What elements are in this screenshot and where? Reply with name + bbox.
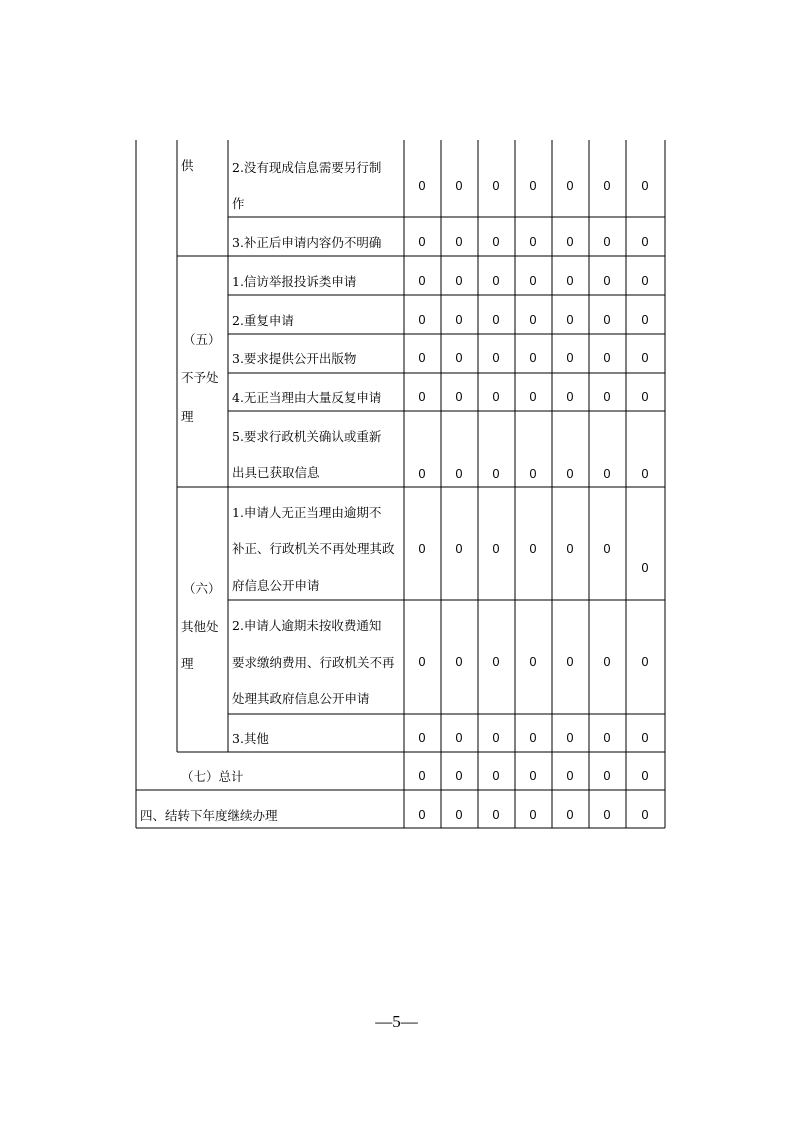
- table-value-cell: 0: [641, 731, 649, 745]
- table-value-cell: 0: [418, 731, 426, 745]
- table-value-cell: 0: [529, 542, 537, 556]
- table-value-cell: 0: [603, 467, 611, 481]
- table-value-cell: 0: [455, 235, 463, 249]
- table-value-cell: 0: [566, 390, 574, 404]
- table-value-cell: 0: [455, 179, 463, 193]
- table-value-cell: 0: [492, 351, 500, 365]
- row-label-line: 2.申请人逾期未按收费通知: [232, 618, 382, 633]
- table-value-cell: 0: [641, 235, 649, 249]
- table-value-cell: 0: [529, 467, 537, 481]
- total-row-label: （七）总计: [181, 769, 244, 784]
- table-value-cell: 0: [529, 235, 537, 249]
- table-value-cell: 0: [492, 467, 500, 481]
- table-value-cell: 0: [641, 561, 649, 575]
- table-value-cell: 0: [418, 313, 426, 327]
- table-value-cell: 0: [455, 351, 463, 365]
- group6-label-line2: 其他处: [181, 619, 219, 634]
- table-value-cell: 0: [566, 313, 574, 327]
- table-value-cell: 0: [492, 313, 500, 327]
- table-value-cell: 0: [455, 390, 463, 404]
- table-value-cell: 0: [529, 808, 537, 822]
- table-value-cell: 0: [603, 351, 611, 365]
- table-value-cell: 0: [603, 179, 611, 193]
- table-value-cell: 0: [492, 274, 500, 288]
- group5-label-line1: （五）: [183, 332, 221, 347]
- table-value-cell: 0: [455, 808, 463, 822]
- row-label-line: 府信息公开申请: [232, 578, 320, 593]
- group6-label-line3: 理: [181, 656, 194, 671]
- table-value-cell: 0: [603, 274, 611, 288]
- table-value-cell: 0: [418, 390, 426, 404]
- row-label-line: 3.要求提供公开出版物: [232, 351, 357, 366]
- table-value-cell: 0: [641, 274, 649, 288]
- group4-label-tail: 供: [181, 158, 194, 173]
- row-label-line: 1.申请人无正当理由逾期不: [232, 505, 382, 520]
- table-value-cell: 0: [641, 808, 649, 822]
- table-value-cell: 0: [641, 179, 649, 193]
- table-value-cell: 0: [455, 731, 463, 745]
- row-label-line: 3.其他: [232, 731, 269, 746]
- row-label-line: 要求缴纳费用、行政机关不再: [232, 655, 395, 670]
- table-value-cell: 0: [492, 179, 500, 193]
- table-value-cell: 0: [566, 769, 574, 783]
- table-value-cell: 0: [566, 467, 574, 481]
- table-value-cell: 0: [566, 731, 574, 745]
- table-value-cell: 0: [492, 769, 500, 783]
- table-value-cell: 0: [455, 274, 463, 288]
- row-label-line: 出具已获取信息: [232, 465, 320, 480]
- table-value-cell: 0: [418, 274, 426, 288]
- table-value-cell: 0: [418, 808, 426, 822]
- table-value-cell: 0: [418, 351, 426, 365]
- row-label-line: 4.无正当理由大量反复申请: [232, 390, 382, 405]
- table-value-cell: 0: [455, 655, 463, 669]
- table-value-cell: 0: [529, 731, 537, 745]
- table-value-cell: 0: [603, 390, 611, 404]
- table-value-cell: 0: [603, 769, 611, 783]
- table-value-cell: 0: [603, 731, 611, 745]
- table-value-cell: 0: [641, 769, 649, 783]
- table-value-cell: 0: [418, 467, 426, 481]
- table-value-cell: 0: [418, 655, 426, 669]
- group5-label-line3: 理: [181, 409, 194, 424]
- table-value-cell: 0: [529, 313, 537, 327]
- table-value-cell: 0: [641, 467, 649, 481]
- table-value-cell: 0: [641, 655, 649, 669]
- table-value-cell: 0: [455, 542, 463, 556]
- table-value-cell: 0: [603, 808, 611, 822]
- table-value-cell: 0: [641, 390, 649, 404]
- table-value-cell: 0: [418, 235, 426, 249]
- row-label-line: 2.重复申请: [232, 313, 294, 328]
- table-value-cell: 0: [529, 179, 537, 193]
- row-label-line: 作: [232, 196, 245, 211]
- table-value-cell: 0: [455, 467, 463, 481]
- table-value-cell: 0: [492, 235, 500, 249]
- table-value-cell: 0: [566, 179, 574, 193]
- table-value-cell: 0: [529, 769, 537, 783]
- table-value-cell: 0: [492, 655, 500, 669]
- table-value-cell: 0: [603, 655, 611, 669]
- table-value-cell: 0: [641, 313, 649, 327]
- table-value-cell: 0: [492, 731, 500, 745]
- table-value-cell: 0: [603, 313, 611, 327]
- table-value-cell: 0: [529, 274, 537, 288]
- table-value-cell: 0: [455, 769, 463, 783]
- group6-label-line1: （六）: [183, 581, 221, 596]
- row-label-line: 3.补正后申请内容仍不明确: [232, 235, 382, 250]
- table-value-cell: 0: [418, 769, 426, 783]
- row-label-line: 1.信访举报投诉类申请: [232, 274, 357, 289]
- row-label-line: 补正、行政机关不再处理其政: [232, 541, 395, 556]
- table-value-cell: 0: [566, 655, 574, 669]
- row-label-line: 5.要求行政机关确认或重新: [232, 429, 382, 444]
- table-value-cell: 0: [566, 274, 574, 288]
- carryover-row-label: 四、结转下年度继续办理: [140, 808, 278, 823]
- table-value-cell: 0: [492, 542, 500, 556]
- table-value-cell: 0: [529, 351, 537, 365]
- table-value-cell: 0: [418, 179, 426, 193]
- table-value-cell: 0: [566, 351, 574, 365]
- table-value-cell: 0: [455, 313, 463, 327]
- table-value-cell: 0: [492, 390, 500, 404]
- table-value-cell: 0: [566, 808, 574, 822]
- table-value-cell: 0: [529, 655, 537, 669]
- page-number: —5—: [375, 1012, 418, 1031]
- table-value-cell: 0: [418, 542, 426, 556]
- table-value-cell: 0: [603, 235, 611, 249]
- table-value-cell: 0: [492, 808, 500, 822]
- group5-label-line2: 不予处: [181, 370, 219, 385]
- table-value-cell: 0: [641, 351, 649, 365]
- table-value-cell: 0: [566, 542, 574, 556]
- table-value-cell: 0: [566, 235, 574, 249]
- table-value-cell: 0: [603, 542, 611, 556]
- table-value-cell: 0: [529, 390, 537, 404]
- row-label-line: 处理其政府信息公开申请: [232, 691, 370, 706]
- row-label-line: 2.没有现成信息需要另行制: [232, 160, 382, 175]
